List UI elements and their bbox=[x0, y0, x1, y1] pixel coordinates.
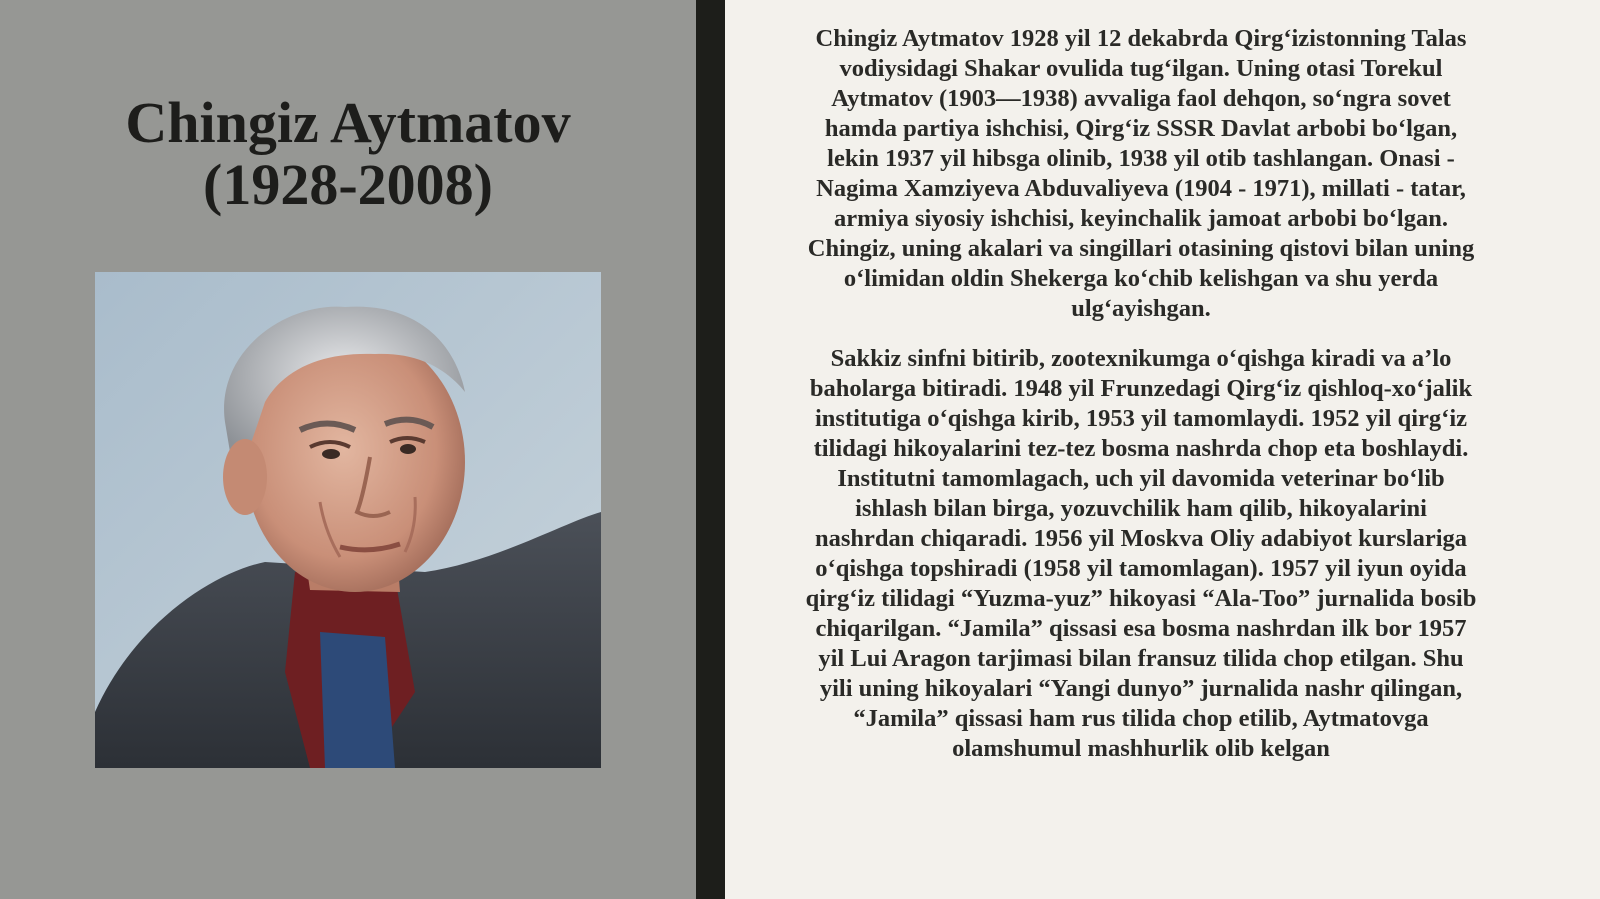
biography-text bbox=[805, 24, 1477, 784]
title-name: Chingiz Aytmatov bbox=[125, 90, 571, 155]
bio-paragraph-2: Sakkiz sinfni bitirib, zootexnikumga o‘qishga kiradi va a’lo baholarga bitiradi. 1948 yil Frunzedagi Qirg‘iz qishloq-xo‘jalik institutiga o‘qishga kirib, 1953 yil tamomlaydi. 1952 yil qirg‘iz tilidagi hikoyalarini tez-tez bosma nashrda chop eta boshlaydi. Institutni tamomlagach, uch yil davomida veterinar bo‘lib ishlash bilan birga, yozuvchilik ham qilib, hikoyalarini nashrdan chiqaradi. 1956 yil Moskva Oliy adabiyot kurslariga o‘qishga topshiradi (1958 yil tamomlagan). 1957 yil iyun oyida qirg‘iz tilidagi “Yuzma-yuz” hikoyasi “Ala-Too” jurnalida bosib chiqarilgan. “Jamila” qissasi esa bosma nashrdan ilk bor 1957 yil Lui Aragon tarjimasi bilan fransuz tilida chop etilgan. Shu yili uning hikoyalari “Yangi dunyo” jurnalida nashr qilingan, “Jamila” qissasi ham rus tilida chop etilib, Aytmatovga olamshumul mashhurlik olib kelgan bbox=[805, 345, 1477, 762]
slide-title bbox=[0, 92, 696, 216]
portrait-photo bbox=[95, 272, 601, 768]
left-panel bbox=[0, 0, 696, 899]
panel-divider bbox=[696, 0, 725, 899]
bio-paragraph-1: Chingiz Aytmatov 1928 yil 12 dekabrda Qirg‘izistonning Talas vodiysidagi Shakar ovulida tug‘ilgan. Uning otasi Torekul Aytmatov (1903—1938) avvaliga faol dehqon, so‘ngra sovet hamda partiya ishchisi, Qirg‘iz SSSR Davlat arbobi bo‘lgan, lekin 1937 yil hibsga olinib, 1938 yil otib tashlangan. Onasi - Nagima Xamziyeva Abduvaliyeva (1904 - 1971), millati - tatar, armiya siyosiy ishchisi, keyinchalik jamoat arbobi bo‘lgan. Chingiz, uning akalari va singillari otasining qistovi bilan uning o‘limidan oldin Shekerga ko‘chib kelishgan va shu yerda ulg‘ayishgan. bbox=[807, 25, 1475, 322]
title-years: (1928-2008) bbox=[203, 152, 493, 217]
